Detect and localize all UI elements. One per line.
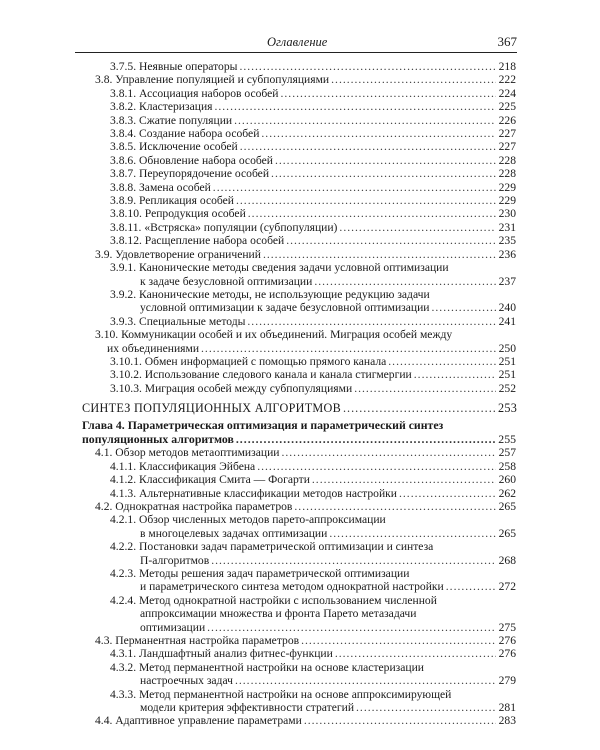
toc-entry-text: 3.8.8. Замена особей — [110, 180, 211, 194]
toc-page-number: 229 — [498, 194, 516, 208]
dot-leader — [314, 275, 496, 288]
toc-entry-text: 3.9.2. Канонические методы, не использующие редукцию задачи — [110, 287, 430, 301]
dot-leader — [339, 221, 496, 234]
dot-leader — [236, 433, 496, 447]
toc-entry-text: условной оптимизации к задаче безусловной оптимизации — [140, 301, 430, 315]
dot-leader — [331, 73, 496, 86]
toc-entry-text: 3.8.4. Создание набора особей — [110, 127, 260, 141]
toc-page-number: 235 — [498, 234, 516, 248]
toc-entry — [0, 248, 600, 261]
dot-leader — [240, 140, 496, 153]
toc-entry — [0, 60, 600, 73]
toc-section-heading — [0, 401, 600, 415]
dot-leader — [354, 382, 496, 395]
toc-page-number: 265 — [498, 499, 516, 513]
dot-leader — [343, 401, 496, 415]
toc-entry — [0, 73, 600, 86]
toc-entry-text: 3.10.1. Обмен информацией с помощью прямого канала — [110, 354, 387, 368]
toc-page-number: 230 — [498, 207, 516, 221]
toc-page-number: 251 — [498, 354, 516, 368]
dot-leader — [301, 634, 496, 647]
toc-entry — [0, 140, 600, 153]
toc-page-number: 226 — [498, 113, 516, 127]
toc-entry-text: 3.8.3. Сжатие популяции — [110, 113, 233, 127]
dot-leader — [263, 248, 496, 261]
dot-leader — [312, 473, 496, 486]
toc-entry — [0, 328, 600, 355]
toc-entry-text: 4.1.3. Альтернативные классификации методов настройки — [110, 486, 397, 500]
toc-entry — [0, 355, 600, 368]
toc-entry-text: модели критерия эффективности стратегий — [140, 701, 355, 715]
dot-leader — [271, 167, 496, 180]
dot-leader — [261, 127, 496, 140]
toc-page-number: 231 — [498, 220, 516, 234]
toc-entry-text: 4.3.1. Ландшафтный анализ фитнес-функции — [110, 647, 333, 661]
toc-entry-text: 4.1.2. Классификация Смита — Фогарти — [110, 473, 310, 487]
toc-page-number: 258 — [498, 459, 516, 473]
toc-page-number: 253 — [498, 401, 518, 416]
dot-leader — [286, 234, 496, 247]
toc-entry — [0, 634, 600, 647]
toc-page-number: 260 — [498, 473, 516, 487]
toc-page-number: 224 — [498, 86, 516, 100]
toc-page-number: 262 — [498, 486, 516, 500]
toc-page-number: 241 — [498, 314, 516, 328]
toc-entry-text: 4.3.2. Метод перманентной настройки на основе кластеризации — [110, 660, 424, 674]
toc-entry-text: 4.3. Перманентная настройка параметров — [95, 634, 300, 648]
toc-entry-text: 3.8.5. Исключение особей — [110, 140, 238, 154]
toc-page-number: 218 — [498, 60, 516, 73]
toc-entry-text: 4.4. Адаптивное управление параметрами — [95, 714, 302, 728]
toc-page-number: 251 — [498, 368, 516, 382]
toc-entry — [0, 87, 600, 100]
toc-page-number: 229 — [498, 180, 516, 194]
dot-leader — [446, 580, 496, 593]
dot-leader — [399, 487, 496, 500]
toc-page-number: 227 — [498, 140, 516, 154]
toc-entry-text: их объединениями — [107, 341, 200, 355]
toc-entry-text: 3.9.3. Специальные методы — [110, 314, 246, 328]
toc-page-number: 228 — [498, 167, 516, 181]
toc-page-number: 276 — [498, 634, 516, 648]
toc-entry — [0, 500, 600, 513]
toc-entry-text: 4.2.4. Метод однократной настройки с использованием численной — [110, 593, 437, 607]
toc-entry-text: оптимизации — [140, 620, 206, 634]
toc-entry — [0, 207, 600, 220]
toc-page-number: 276 — [498, 647, 516, 661]
toc-page-number: 250 — [498, 341, 516, 355]
dot-leader — [213, 181, 496, 194]
toc-entry-text: 3.7.5. Неявные операторы — [110, 60, 238, 73]
toc-entry — [0, 114, 600, 127]
toc-entry — [0, 194, 600, 207]
toc-entry — [0, 594, 600, 634]
toc-entry — [0, 127, 600, 140]
toc-entry-text: 3.9.1. Канонические методы сведения задачи условной оптимизации — [110, 261, 449, 275]
toc-entry — [0, 288, 600, 315]
dot-leader — [281, 446, 496, 459]
toc-entry — [0, 221, 600, 234]
toc-page-number: 225 — [498, 100, 516, 114]
toc-entry-text: 4.3.3. Метод перманентной настройки на основе аппроксимирующей — [110, 687, 452, 701]
toc-entry-text: 3.8. Управление популяцией и субпопуляциями — [95, 73, 330, 87]
toc-entry-text: в многоцелевых задачах оптимизации — [140, 526, 328, 540]
toc-page-number: 228 — [498, 153, 516, 167]
toc-entry-text: П-алгоритмов — [140, 553, 210, 567]
toc-page-number: 255 — [498, 431, 516, 446]
toc-page-number: 237 — [498, 274, 516, 288]
dot-leader — [329, 527, 496, 540]
running-header — [75, 34, 517, 53]
toc-entry — [0, 382, 600, 395]
toc-entry-text: 3.8.10. Репродукция особей — [110, 207, 246, 221]
toc-entry-text: 3.8.12. Расщепление набора особей — [110, 234, 285, 248]
dot-leader — [207, 621, 496, 634]
toc-page-number: 236 — [498, 247, 516, 261]
toc-entry-text: 4.1. Обзор методов метаоптимизации — [95, 446, 280, 460]
toc-page-number: 265 — [498, 526, 516, 540]
dot-leader — [294, 500, 496, 513]
toc-entry — [0, 647, 600, 660]
table-of-contents — [0, 60, 600, 728]
toc-entry — [0, 714, 600, 727]
dot-leader — [201, 342, 496, 355]
dot-leader — [234, 114, 496, 127]
dot-leader — [248, 207, 496, 220]
toc-entry — [0, 261, 600, 288]
dot-leader — [214, 100, 496, 113]
toc-page-number: 227 — [498, 127, 516, 141]
toc-entry-text: 4.2.2. Постановки задач параметрической оптимизации и синтеза — [110, 540, 434, 554]
toc-chapter-heading — [0, 419, 600, 446]
toc-entry-text: СИНТЕЗ ПОПУЛЯЦИОННЫХ АЛГОРИТМОВ — [82, 401, 341, 416]
dot-leader — [275, 154, 496, 167]
toc-entry-text: 4.2. Однократная настройка параметров — [95, 499, 293, 513]
toc-page-number: 268 — [498, 553, 516, 567]
toc-entry — [0, 473, 600, 486]
toc-entry-text: популяционных алгоритмов — [82, 431, 234, 446]
toc-page-number: 275 — [498, 620, 516, 634]
toc-entry — [0, 234, 600, 247]
dot-leader — [414, 368, 496, 381]
toc-entry-text: 4.1.1. Классификация Эйбена — [110, 459, 256, 473]
toc-entry — [0, 100, 600, 113]
toc-page-number: 240 — [498, 301, 516, 315]
toc-entry — [0, 460, 600, 473]
toc-entry — [0, 446, 600, 459]
toc-entry — [0, 661, 600, 688]
toc-page-number: 283 — [498, 714, 516, 728]
toc-entry-text: 3.8.1. Ассоциация наборов особей — [110, 86, 279, 100]
toc-entry-text: 3.8.11. «Встряска» популяции (субпопуляции) — [110, 220, 338, 234]
toc-entry-text: к задаче безусловной оптимизации — [140, 274, 313, 288]
toc-entry-text: 4.2.1. Обзор численных методов парето-аппроксимации — [110, 513, 386, 527]
toc-entry-text: настроечных задач — [140, 674, 233, 688]
toc-page-number: 279 — [498, 674, 516, 688]
toc-entry — [0, 567, 600, 594]
dot-leader — [281, 87, 497, 100]
header-title: Оглавление — [267, 35, 328, 49]
toc-page-number: 257 — [498, 446, 516, 460]
toc-entry-text: Глава 4. Параметрическая оптимизация и параметрический синтез — [82, 418, 444, 433]
dot-leader — [388, 355, 496, 368]
dot-leader — [236, 194, 496, 207]
dot-leader — [304, 714, 496, 727]
dot-leader — [356, 701, 496, 714]
dot-leader — [239, 60, 496, 73]
toc-page-number: 272 — [498, 580, 516, 594]
toc-entry — [0, 315, 600, 328]
header-page-number: 367 — [497, 34, 517, 49]
dot-leader — [235, 674, 496, 687]
toc-entry-text: 3.10. Коммуникации особей и их объединений. Миграция особей между — [95, 328, 453, 342]
toc-entry-text: и параметрического синтеза методом однократной настройки — [140, 580, 444, 594]
toc-entry — [0, 688, 600, 715]
dot-leader — [335, 647, 496, 660]
toc-page-number: 281 — [498, 701, 516, 715]
toc-entry-text: 3.8.7. Переупорядочение особей — [110, 167, 270, 181]
toc-entry-text: 3.9. Удовлетворение ограничений — [95, 247, 261, 261]
toc-entry-text: 4.2.3. Методы решения задач параметрической оптимизации — [110, 567, 410, 580]
dot-leader — [247, 315, 496, 328]
toc-entry — [0, 167, 600, 180]
dot-leader — [211, 554, 496, 567]
toc-page-number: 252 — [498, 381, 516, 395]
toc-entry — [0, 181, 600, 194]
dot-leader — [432, 301, 497, 314]
toc-entry-text: 3.10.3. Миграция особей между субпопуляциями — [110, 381, 353, 395]
toc-entry — [0, 540, 600, 567]
toc-page-number: 222 — [498, 73, 516, 87]
toc-entry-text: 3.10.2. Использование следового канала и канала стигмергии — [110, 368, 412, 382]
toc-entry — [0, 368, 600, 381]
toc-entry-text: 3.8.6. Обновление набора особей — [110, 153, 273, 167]
toc-entry-text: 3.8.9. Репликация особей — [110, 194, 234, 208]
dot-leader — [257, 460, 496, 473]
toc-entry — [0, 513, 600, 540]
toc-entry — [0, 487, 600, 500]
toc-entry-text: 3.8.2. Кластеризация — [110, 100, 213, 114]
toc-entry — [0, 154, 600, 167]
toc-entry-text: аппроксимации множества и фронта Парето метазадачи — [140, 607, 417, 621]
